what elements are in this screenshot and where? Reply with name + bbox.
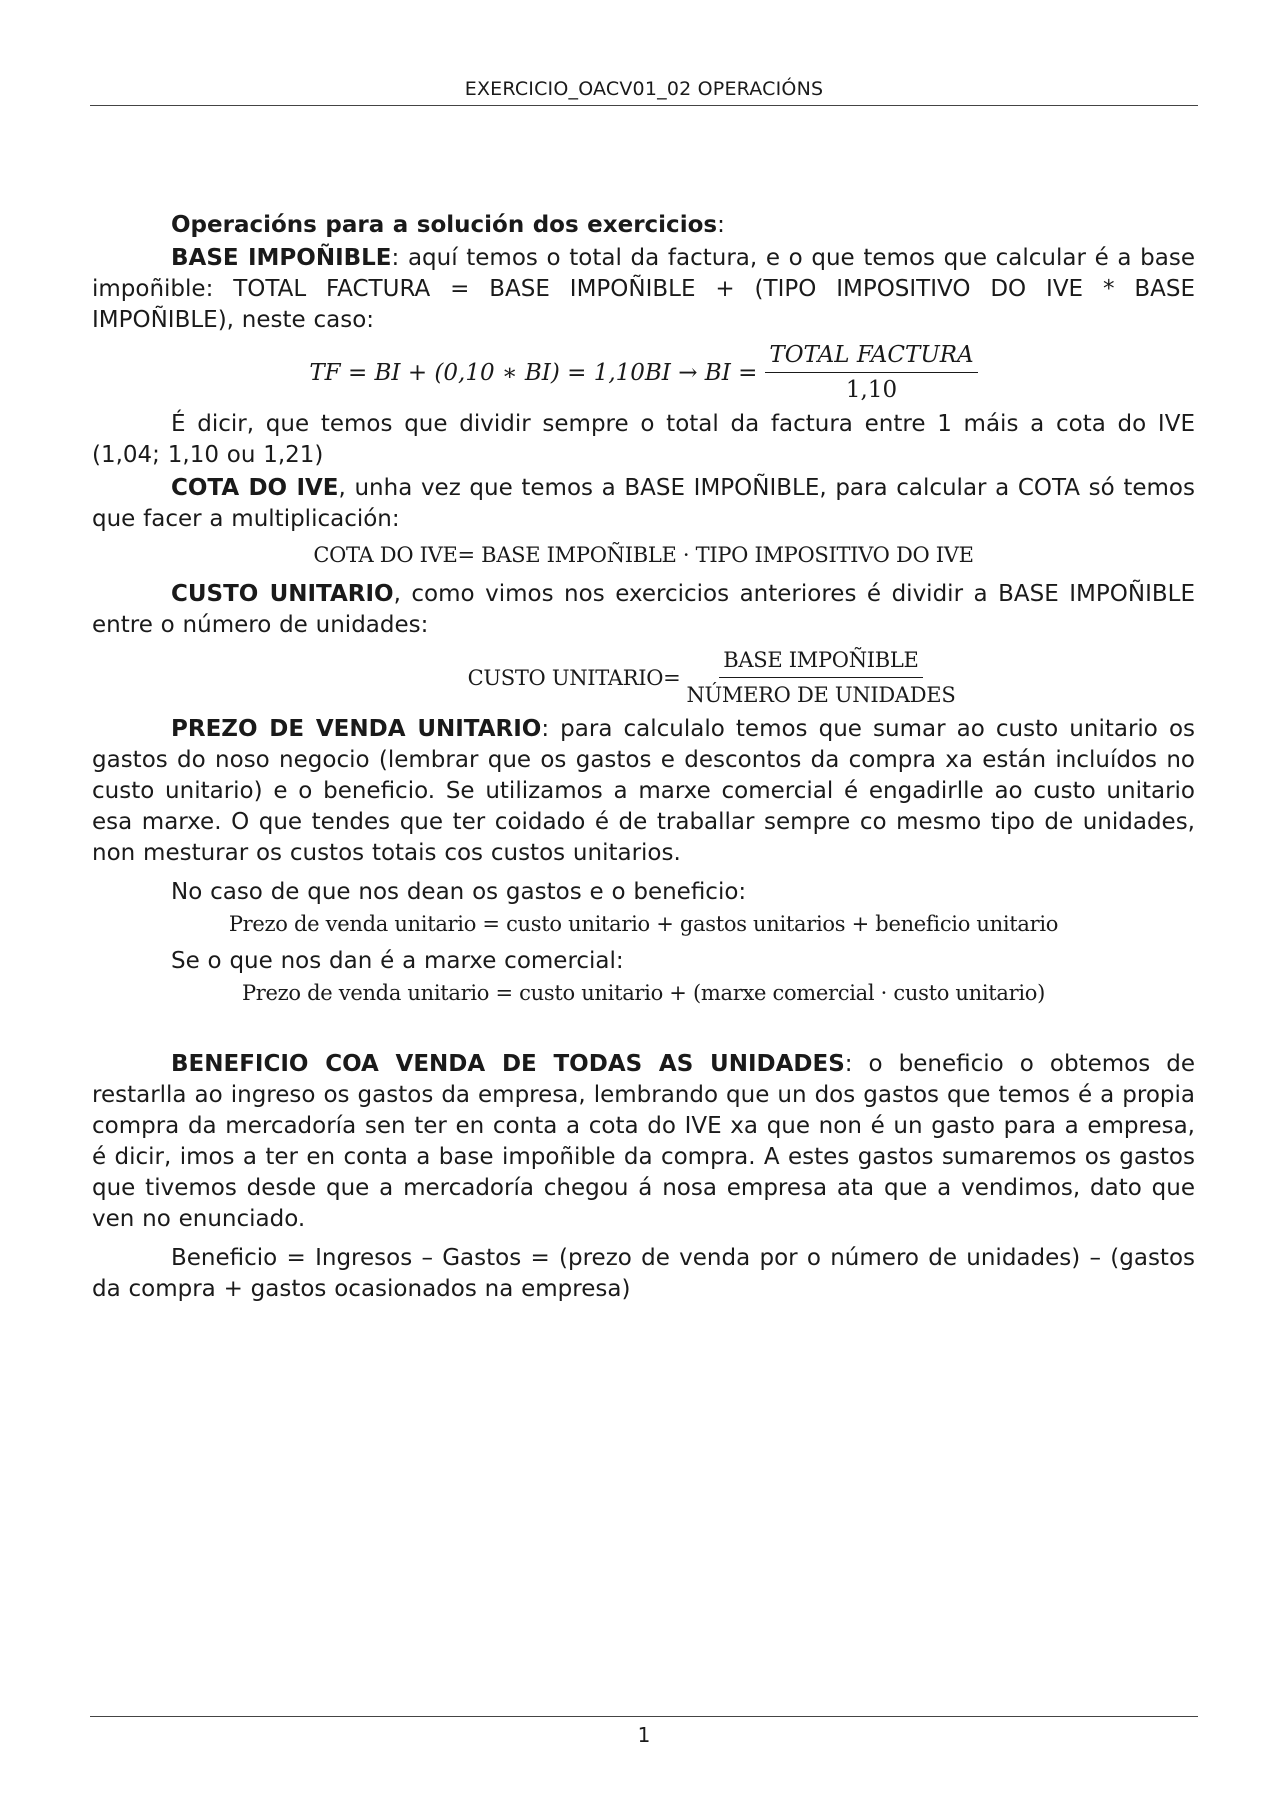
base-imponible-text: : aquí temos o total da factura, e o que temos que calcular é a base impoñible: TOTAL FACTURA = BASE IMPOÑIBLE + (TIPO IMPOSITIVO DO IVE * BASE IMPOÑIBLE), neste caso: xyxy=(92,245,1195,333)
paragraph-prezo-venda xyxy=(92,714,1195,869)
term-prezo-venda: PREZO DE VENDA UNITARIO xyxy=(171,716,542,742)
term-base-imponible: BASE IMPOÑIBLE xyxy=(171,245,392,271)
prezo-venda-text: : para calculalo temos que sumar ao custo unitario os gastos do noso negocio (lembrar que os gastos e descontos da compra xa están incluídos no custo unitario) e o beneficio. Se utilizamos a marxe comercial é engadirlle ao custo unitario esa marxe. O que tendes que ter coidado é de traballar sempre co mesmo tipo de unidades, non mesturar os custos totais cos custos unitarios. xyxy=(92,716,1196,866)
term-custo-unitario: CUSTO UNITARIO xyxy=(171,581,394,607)
page-header-title: EXERCICIO_OACV01_02 OPERACIÓNS xyxy=(464,78,824,100)
formula-fraction xyxy=(765,342,977,403)
custo-denominator: NÚMERO DE UNIDADES xyxy=(686,683,956,707)
heading-colon: : xyxy=(717,212,725,238)
formula-custo-left: CUSTO UNITARIO= xyxy=(467,665,681,690)
paragraph-base-imponible xyxy=(92,243,1195,336)
formula-prezo-marxe: Prezo de venda unitario = custo unitario + (marxe comercial · custo unitario) xyxy=(241,981,1046,1005)
paragraph-case-gastos: No caso de que nos dean os gastos e o beneficio: xyxy=(171,879,747,905)
document-body xyxy=(92,210,1195,1313)
fraction-denominator: 1,10 xyxy=(845,377,898,403)
custo-numerator: BASE IMPOÑIBLE xyxy=(719,647,922,678)
beneficio-text: : o beneficio o obtemos de restarlla ao ingreso os gastos da empresa, lembrando que un dos gastos que temos é a propia compra da mercadoría sen ter en conta a cota do IVE xa que non é un gasto para a empresa, é dicir, imos a ter en conta a base impoñible da compra. A estes gastos sumaremos os gastos que tivemos desde que a mercadoría chegou á nosa empresa ata que a vendimos, dato que ven no enunciado. xyxy=(92,1051,1195,1232)
formula-custo-fraction xyxy=(682,647,959,708)
heading-text: Operacións para a solución dos exercicios xyxy=(171,212,718,238)
spacer xyxy=(92,1015,1195,1049)
fraction-numerator: TOTAL FACTURA xyxy=(765,342,977,373)
page-number: 1 xyxy=(637,1723,651,1747)
paragraph-case-marxe: Se o que nos dan é a marxe comercial: xyxy=(171,948,624,974)
formula-custo-unitario xyxy=(232,647,1195,708)
formula-prezo-gastos: Prezo de venda unitario = custo unitario + gastos unitarios + beneficio unitario xyxy=(228,912,1059,936)
section-heading xyxy=(92,210,1195,241)
paragraph-custo-unitario xyxy=(92,579,1195,641)
header-divider xyxy=(90,105,1198,106)
formula-left-side: TF = BI + (0,10 ∗ BI) = 1,10BI → BI = xyxy=(309,359,758,386)
paragraph-cota-ive xyxy=(92,473,1195,535)
cota-ive-text: , unha vez que temos a BASE IMPOÑIBLE, para calcular a COTA só temos que facer a multiplicación: xyxy=(92,475,1195,532)
term-beneficio: BENEFICIO COA VENDA DE TODAS AS UNIDADES xyxy=(171,1051,845,1077)
custo-unitario-text: , como vimos nos exercicios anteriores é dividir a BASE IMPOÑIBLE entre o número de unidades: xyxy=(92,581,1195,638)
paragraph-beneficio-formula: Beneficio = Ingresos – Gastos = (prezo de venda por o número de unidades) – (gastos da compra + gastos ocasionados na empresa) xyxy=(92,1245,1195,1302)
term-cota-ive: COTA DO IVE xyxy=(171,475,339,501)
formula-base-imponible xyxy=(92,342,1195,403)
footer-divider xyxy=(90,1716,1198,1717)
formula-cota-ive: COTA DO IVE= BASE IMPOÑIBLE · TIPO IMPOSITIVO DO IVE xyxy=(313,543,974,567)
paragraph-divide-note: É dicir, que temos que dividir sempre o total da factura entre 1 máis a cota do IVE (1,04; 1,10 ou 1,21) xyxy=(92,411,1195,468)
paragraph-beneficio xyxy=(92,1049,1195,1235)
